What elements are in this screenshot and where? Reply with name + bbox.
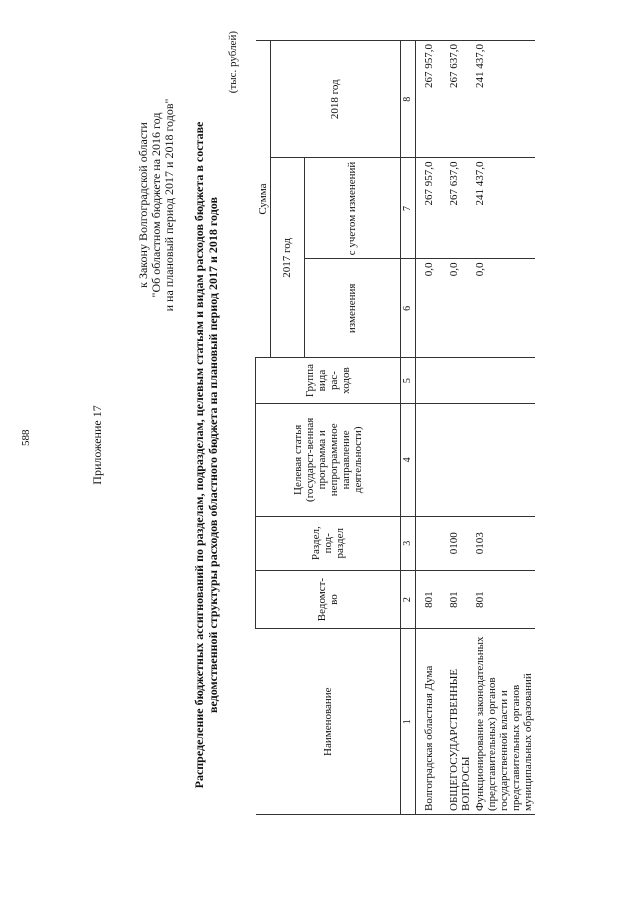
header-changes: изменения bbox=[304, 259, 400, 358]
column-number: 5 bbox=[400, 358, 415, 404]
header-with-changes: с учетом изменений bbox=[304, 158, 400, 259]
row-2018: 267 637,0 bbox=[436, 41, 473, 159]
row-with-changes: 241 437,0 bbox=[473, 158, 535, 259]
law-line: и на плановый период 2017 и 2018 годов" bbox=[162, 98, 176, 312]
column-number: 7 bbox=[400, 158, 415, 259]
row-2018: 267 957,0 bbox=[415, 41, 436, 159]
row-section bbox=[415, 516, 436, 570]
row-name: Волгоградская областная Дума bbox=[415, 629, 436, 815]
table-row bbox=[436, 41, 473, 815]
page-number: 588 bbox=[20, 429, 32, 446]
column-number: 3 bbox=[400, 516, 415, 570]
row-with-changes: 267 637,0 bbox=[436, 158, 473, 259]
table-row bbox=[415, 41, 436, 815]
row-department: 801 bbox=[415, 570, 436, 629]
row-department: 801 bbox=[473, 570, 535, 629]
row-name: ОБЩЕГОСУДАРСТВЕННЫЕ ВОПРОСЫ bbox=[436, 629, 473, 815]
row-2018: 241 437,0 bbox=[473, 41, 535, 159]
row-with-changes: 267 957,0 bbox=[415, 158, 436, 259]
row-target-article bbox=[415, 403, 436, 516]
header-sum: Сумма bbox=[256, 41, 271, 358]
rotated-document-page bbox=[5, 15, 640, 875]
row-target-article bbox=[436, 403, 473, 516]
row-changes: 0,0 bbox=[436, 259, 473, 358]
header-expense-group: Группа вида рас-ходов bbox=[256, 358, 401, 404]
law-line: "Об областном бюджете на 2016 год bbox=[149, 112, 163, 298]
row-expense-group bbox=[473, 358, 535, 404]
table-row bbox=[473, 41, 535, 815]
budget-table bbox=[255, 40, 535, 815]
row-name: Функционирование законодательных (представительных) органов государственной власти и представительных органов муниципальных образований bbox=[473, 629, 535, 815]
title-line: ведомственной структуры расходов областного бюджета на плановый период 2017 и 2018 годов bbox=[206, 197, 220, 713]
row-changes: 0,0 bbox=[473, 259, 535, 358]
row-changes: 0,0 bbox=[415, 259, 436, 358]
header-section: Раздел, под-раздел bbox=[256, 516, 401, 570]
column-number: 8 bbox=[400, 41, 415, 159]
row-section: 0100 bbox=[436, 516, 473, 570]
row-section: 0103 bbox=[473, 516, 535, 570]
row-expense-group bbox=[436, 358, 473, 404]
column-number: 2 bbox=[400, 570, 415, 629]
header-name: Наименование bbox=[256, 629, 401, 815]
title-line: Распределение бюджетных ассигнований по разделам, подразделам, целевым статьям и видам расходов бюджета в составе bbox=[192, 121, 206, 789]
header-target-article: Целевая статья (государст-венная программа и непрограммное направление деятельности) bbox=[256, 403, 401, 516]
law-reference bbox=[137, 55, 176, 355]
appendix-label: Приложение 17 bbox=[90, 405, 104, 485]
header-2017: 2017 год bbox=[270, 158, 304, 358]
units-label: (тыс. рублей) bbox=[227, 31, 239, 94]
column-number: 4 bbox=[400, 403, 415, 516]
row-department: 801 bbox=[436, 570, 473, 629]
document-title bbox=[192, 35, 220, 875]
row-expense-group bbox=[415, 358, 436, 404]
row-target-article bbox=[473, 403, 535, 516]
header-department: Ведомст-во bbox=[256, 570, 401, 629]
law-line: к Закону Волгоградской области bbox=[136, 122, 150, 288]
column-number: 1 bbox=[400, 629, 415, 815]
header-2018: 2018 год bbox=[270, 41, 400, 159]
column-number: 6 bbox=[400, 259, 415, 358]
